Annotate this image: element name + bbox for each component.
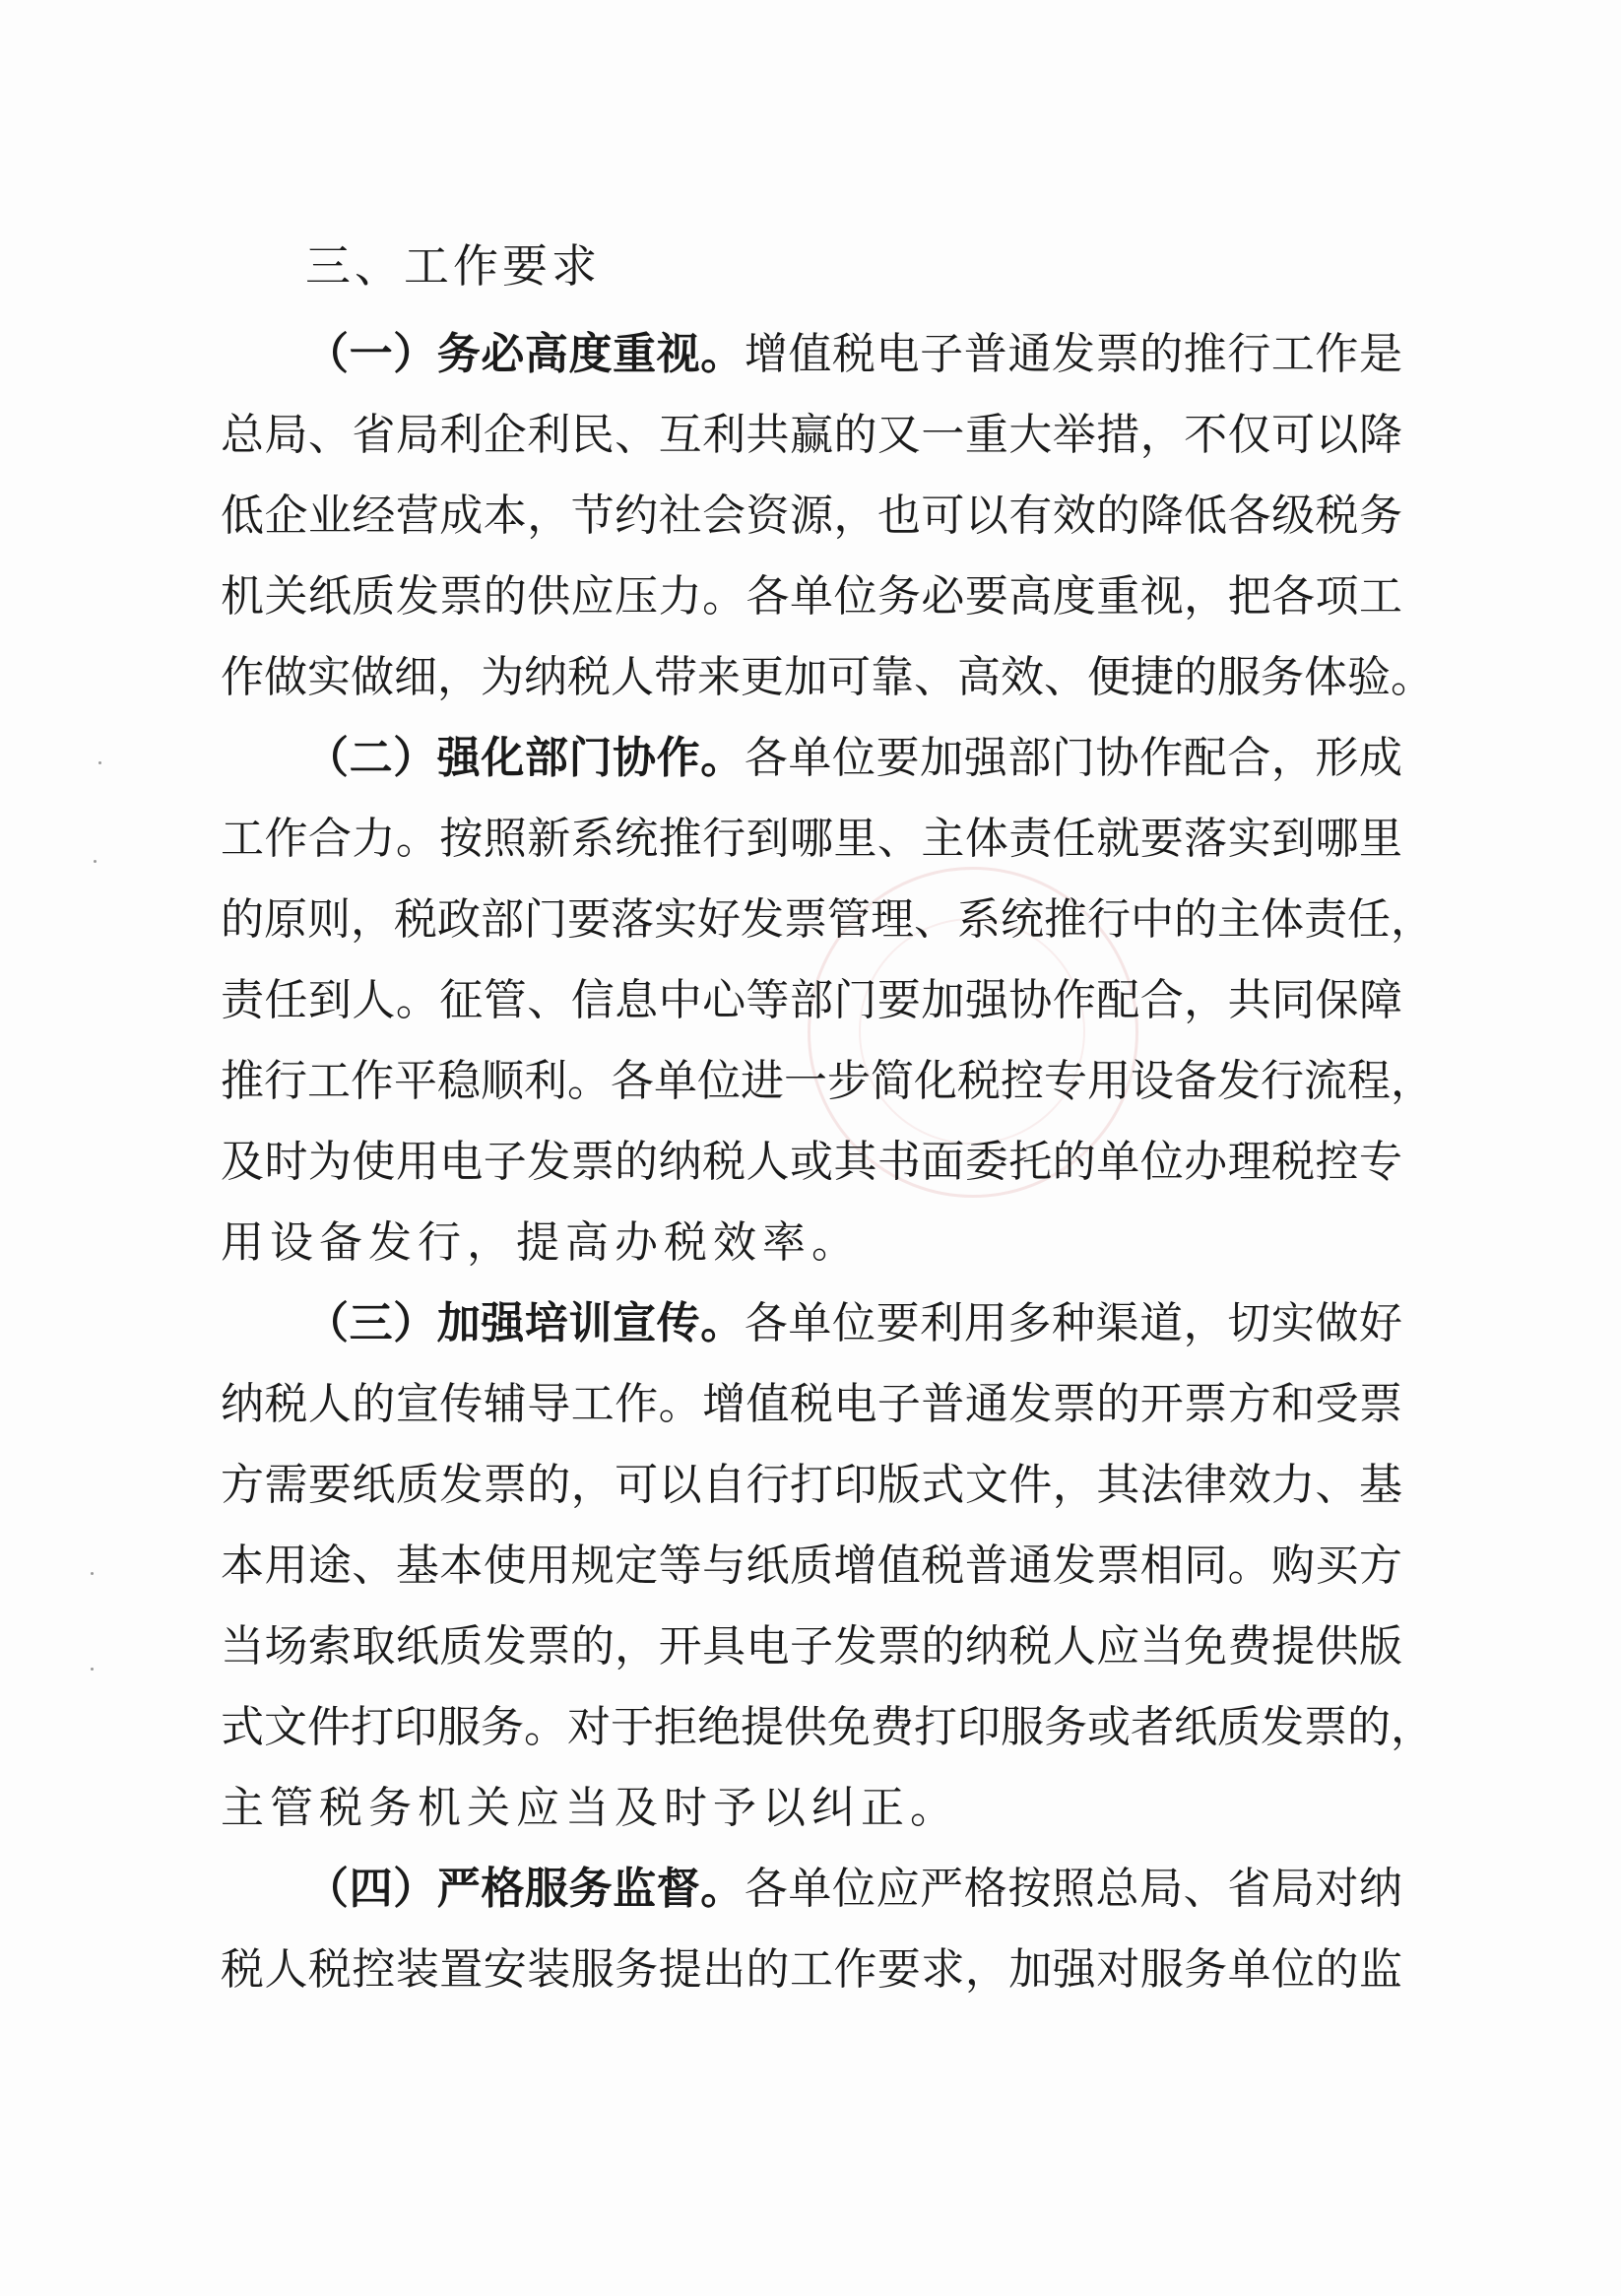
section-heading: 三、工作要求	[305, 239, 601, 293]
paragraph-3-line-3: 方需要纸质发票的，可以自行打印版式文件，其法律效力、基	[221, 1460, 1402, 1510]
paragraph-1-line-5: 作做实做细，为纳税人带来更加可靠、高效、便捷的服务体验。	[221, 652, 1434, 702]
paragraph-1-lead: （一）务必高度重视。	[305, 329, 745, 379]
paragraph-3-line-7: 主管税务机关应当及时予以纠正。	[221, 1783, 959, 1833]
paragraph-3-line-4: 本用途、基本使用规定等与纸质增值税普通发票相同。购买方	[221, 1541, 1402, 1591]
paragraph-2-line-6: 及时为使用电子发票的纳税人或其书面委托的单位办理税控专	[221, 1137, 1402, 1187]
paragraph-2-line-7: 用设备发行，提高办税效率。	[221, 1217, 861, 1268]
paragraph-4-lead: （四）严格服务监督。	[305, 1864, 745, 1914]
paragraph-2-line-5: 推行工作平稳顺利。各单位进一步简化税控专用设备发行流程，	[221, 1056, 1434, 1106]
paragraph-3-line-5: 当场索取纸质发票的，开具电子发票的纳税人应当免费提供版	[221, 1621, 1402, 1672]
paragraph-1-line-1: （一）务必高度重视。增值税电子普通发票的推行工作是	[305, 329, 1403, 379]
paragraph-3-lead: （三）加强培训宣传。	[305, 1298, 745, 1348]
paragraph-2-line-4: 责任到人。征管、信息中心等部门要加强协作配合，共同保障	[221, 975, 1402, 1025]
paragraph-3-line-6: 式文件打印服务。对于拒绝提供免费打印服务或者纸质发票的，	[221, 1702, 1434, 1752]
paragraph-1-line-2: 总局、省局利企利民、互利共赢的又一重大举措，不仅可以降	[221, 410, 1402, 460]
paragraph-2-lead: （二）强化部门协作。	[305, 733, 745, 783]
paragraph-4-line-1: （四）严格服务监督。各单位应严格按照总局、省局对纳	[305, 1864, 1403, 1914]
scan-speck	[98, 761, 101, 764]
paragraph-2-line-1: （二）强化部门协作。各单位要加强部门协作配合，形成	[305, 733, 1403, 783]
paragraph-2-line-3: 的原则，税政部门要落实好发票管理、系统推行中的主体责任，	[221, 894, 1434, 945]
paragraph-2-line-2: 工作合力。按照新系统推行到哪里、主体责任就要落实到哪里	[221, 814, 1402, 864]
paragraph-3-line-1: （三）加强培训宣传。各单位要利用多种渠道，切实做好	[305, 1298, 1403, 1348]
paragraph-3-line-2: 纳税人的宣传辅导工作。增值税电子普通发票的开票方和受票	[221, 1379, 1402, 1429]
scan-speck	[91, 1668, 94, 1671]
paragraph-1-line-3: 低企业经营成本，节约社会资源，也可以有效的降低各级税务	[221, 491, 1402, 541]
scan-speck	[94, 860, 97, 863]
scan-speck	[91, 1572, 94, 1575]
paragraph-1-line-4: 机关纸质发票的供应压力。各单位务必要高度重视，把各项工	[221, 571, 1402, 622]
paragraph-4-line-2: 税人税控装置安装服务提出的工作要求，加强对服务单位的监	[221, 1944, 1402, 1995]
